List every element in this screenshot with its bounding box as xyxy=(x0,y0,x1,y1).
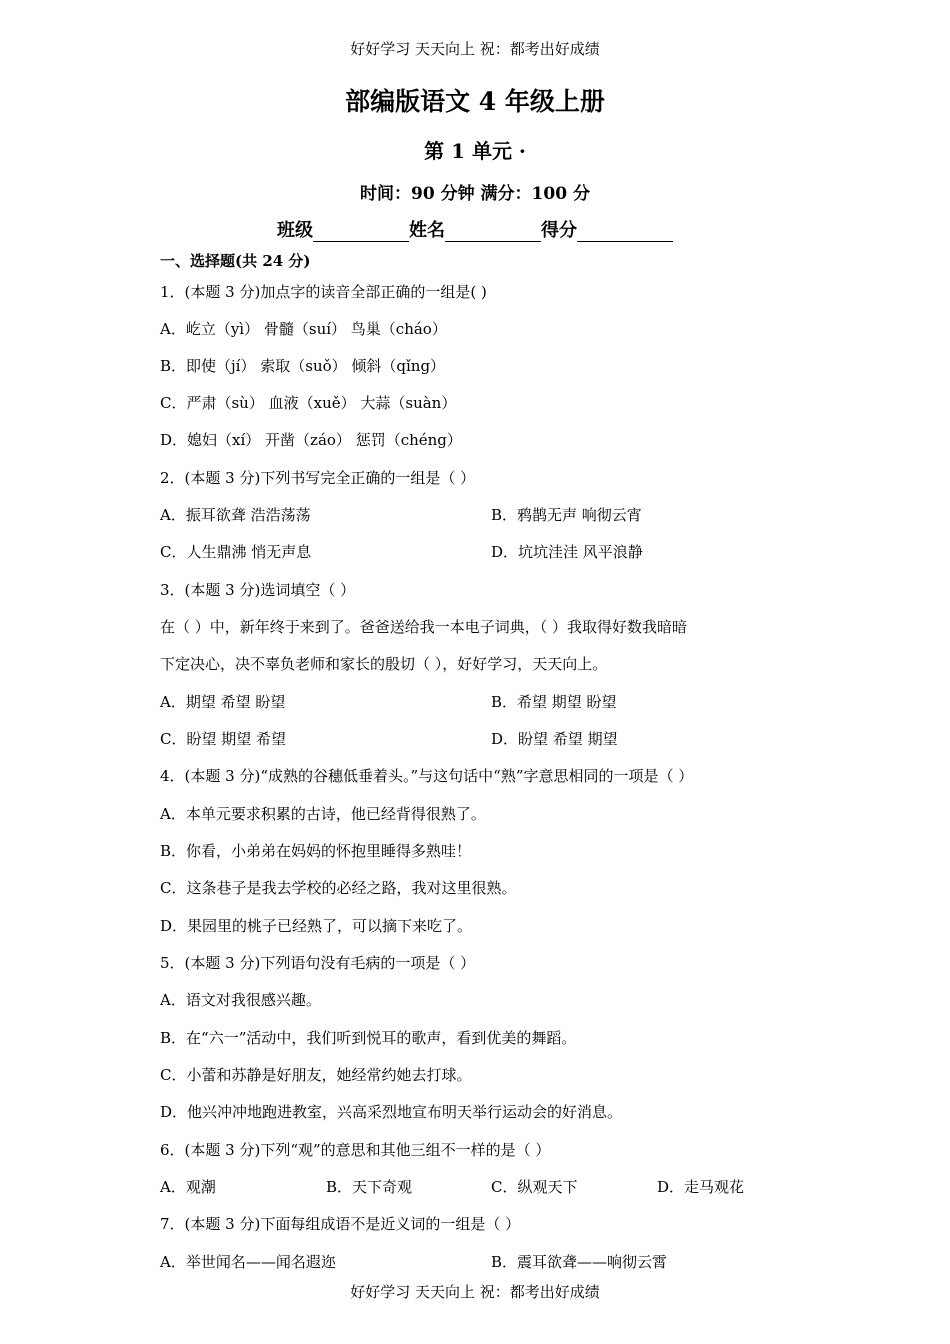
page-footer: 好好学习 天天向上 祝：都考出好成绩 xyxy=(350,1283,600,1301)
q1-option-a[interactable]: A．屹立（yì） 骨髓（suí） 鸟巢（cháo） xyxy=(160,320,447,338)
page-title: 部编版语文 4 年级上册 xyxy=(345,87,605,116)
q2-option-c[interactable]: C．人生鼎沸 悄无声息 xyxy=(160,543,312,561)
q3-option-d[interactable]: D．盼望 希望 期望 xyxy=(491,730,618,748)
score-label: 得分 xyxy=(541,220,577,241)
q3-passage-line-1: 在（ ）中，新年终于来到了。爸爸送给我一本电子词典，（ ）我取得好数我暗暗 xyxy=(160,618,688,636)
q1-option-c[interactable]: C．严肃（sù） 血液（xuě） 大蒜（suàn） xyxy=(160,394,457,412)
question-stem-1: 1．(本题 3 分)加点字的读音全部正确的一组是( ) xyxy=(160,283,487,301)
score-blank[interactable] xyxy=(577,223,673,242)
class-blank[interactable] xyxy=(313,223,409,242)
q5-option-d[interactable]: D．他兴冲冲地跑进教室，兴高采烈地宣布明天举行运动会的好消息。 xyxy=(160,1103,623,1121)
question-stem-5: 5．(本题 3 分)下列语句没有毛病的一项是（ ） xyxy=(160,954,476,972)
q3-option-b[interactable]: B．希望 期望 盼望 xyxy=(491,693,617,711)
q3-option-c[interactable]: C．盼望 期望 希望 xyxy=(160,730,287,748)
question-stem-2: 2．(本题 3 分)下列书写完全正确的一组是（ ） xyxy=(160,469,476,487)
q5-option-b[interactable]: B．在“六一”活动中，我们听到悦耳的歌声，看到优美的舞蹈。 xyxy=(160,1029,577,1047)
q7-option-b[interactable]: B．震耳欲聋——响彻云霄 xyxy=(491,1253,668,1271)
question-stem-7: 7．(本题 3 分)下面每组成语不是近义词的一组是（ ） xyxy=(160,1215,521,1233)
name-label: 姓名 xyxy=(409,220,445,241)
q4-option-a[interactable]: A．本单元要求积累的古诗，他已经背得很熟了。 xyxy=(160,805,486,823)
q7-option-a[interactable]: A．举世闻名——闻名遐迩 xyxy=(160,1253,336,1271)
q3-passage-line-2: 下定决心，决不辜负老师和家长的殷切（ ），好好学习，天天向上。 xyxy=(160,655,608,673)
q6-option-b[interactable]: B．天下奇观 xyxy=(326,1178,413,1196)
q2-option-a[interactable]: A．振耳欲聋 浩浩荡荡 xyxy=(160,506,311,524)
q4-option-c[interactable]: C．这条巷子是我去学校的必经之路，我对这里很熟。 xyxy=(160,879,517,897)
question-stem-3: 3．(本题 3 分)选词填空（ ） xyxy=(160,581,356,599)
q2-option-d[interactable]: D．坑坑洼洼 风平浪静 xyxy=(491,543,643,561)
time-info: 时间：90 分钟 满分：100 分 xyxy=(360,184,590,204)
unit-subtitle: 第 1 单元 · xyxy=(424,139,526,163)
q6-option-a[interactable]: A．观潮 xyxy=(160,1178,216,1196)
question-stem-6: 6．(本题 3 分)下列“观”的意思和其他三组不一样的是（ ） xyxy=(160,1141,551,1159)
section-title: 一、选择题(共 24 分) xyxy=(160,252,311,270)
q4-option-b[interactable]: B．你看，小弟弟在妈妈的怀抱里睡得多熟哇！ xyxy=(160,842,472,860)
q6-option-d[interactable]: D．走马观花 xyxy=(657,1178,745,1196)
q5-option-a[interactable]: A．语文对我很感兴趣。 xyxy=(160,991,321,1009)
q1-option-b[interactable]: B．即使（jí） 索取（suǒ） 倾斜（qǐng） xyxy=(160,357,446,375)
q1-option-d[interactable]: D．媳妇（xí） 开凿（záo） 惩罚（chéng） xyxy=(160,431,462,449)
q4-option-d[interactable]: D．果园里的桃子已经熟了，可以摘下来吃了。 xyxy=(160,917,473,935)
q3-option-a[interactable]: A．期望 希望 盼望 xyxy=(160,693,286,711)
class-label: 班级 xyxy=(277,220,313,241)
q2-option-b[interactable]: B．鸦鹊无声 响彻云宵 xyxy=(491,506,642,524)
student-info-bar xyxy=(0,216,950,242)
page-header: 好好学习 天天向上 祝：都考出好成绩 xyxy=(350,40,600,58)
q6-option-c[interactable]: C．纵观天下 xyxy=(491,1178,578,1196)
name-blank[interactable] xyxy=(445,223,541,242)
question-stem-4: 4．(本题 3 分)“成熟的谷穗低垂着头。”与这句话中“熟”字意思相同的一项是（ ） xyxy=(160,767,694,785)
q5-option-c[interactable]: C．小蕾和苏静是好朋友，她经常约她去打球。 xyxy=(160,1066,472,1084)
